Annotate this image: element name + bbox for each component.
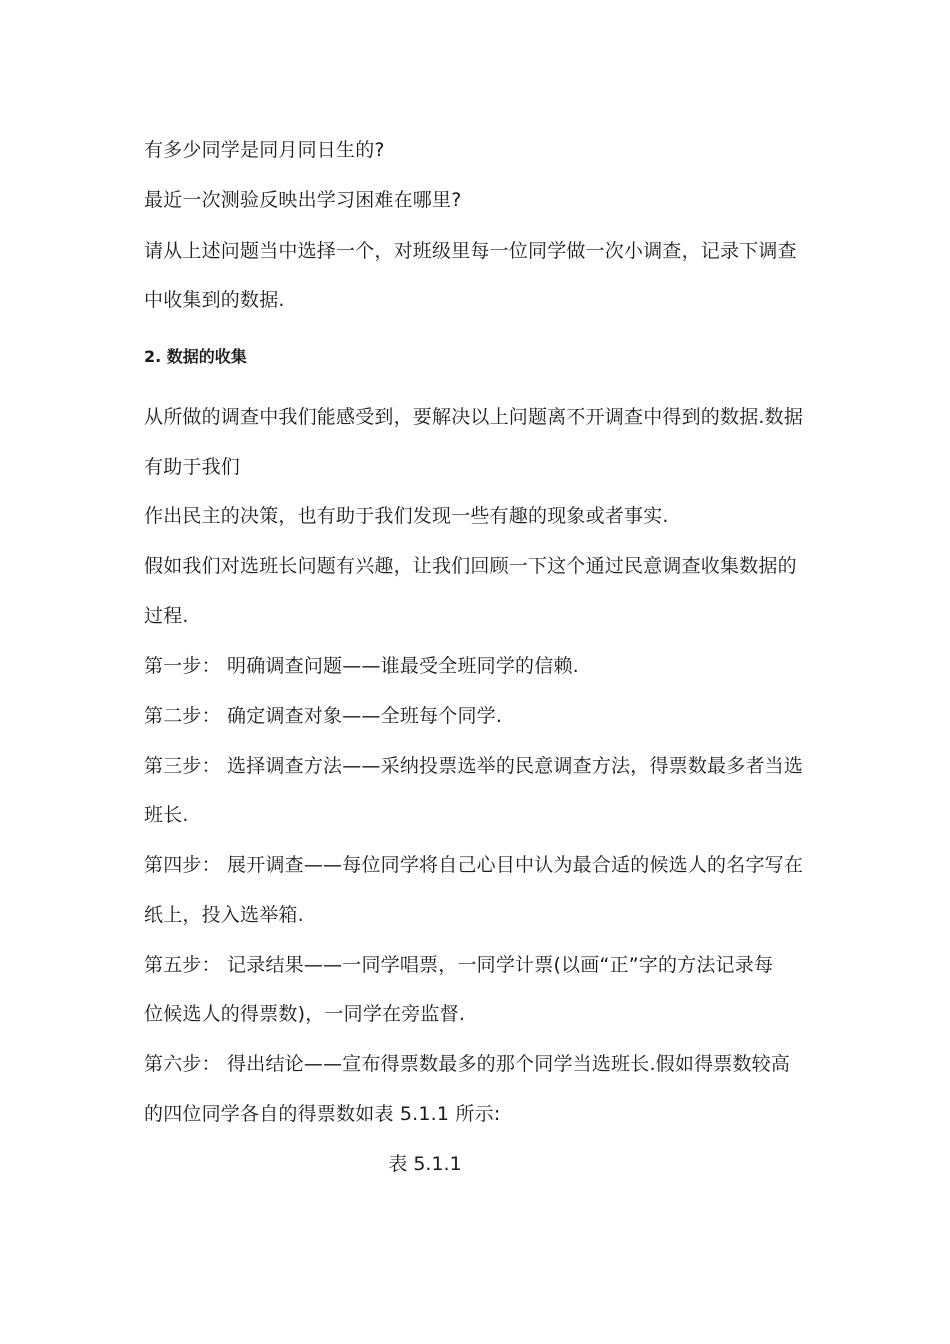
example-line-2: 过程.: [144, 605, 189, 627]
instruction-line-1: 请从上述问题当中选择一个，对班级里每一位同学做一次小调查，记录下调查: [144, 240, 797, 262]
step-5-line-2: 位候选人的得票数)，一同学在旁监督.: [144, 1003, 466, 1025]
step-3-line-1: 第三步： 选择调查方法——采纳投票选举的民意调查方法，得票数最多者当选: [144, 755, 804, 777]
question-birthday: 有多少同学是同月同日生的?: [144, 139, 385, 161]
instruction-line-2: 中收集到的数据.: [144, 289, 285, 311]
section-heading: 2. 数据的收集: [144, 347, 247, 366]
step-6-line-1: 第六步： 得出结论——宣布得票数最多的那个同学当选班长.假如得票数较高: [144, 1053, 791, 1075]
step-5-line-1: 第五步： 记录结果——一同学唱票，一同学计票(以画“正”字的方法记录每: [144, 954, 774, 976]
intro-line-2: 有助于我们: [144, 456, 241, 478]
step-3-line-2: 班长.: [144, 804, 189, 826]
intro-line-1: 从所做的调查中我们能感受到，要解决以上问题离不开调查中得到的数据.数据: [144, 406, 804, 428]
intro-line-3: 作出民主的决策，也有助于我们发现一些有趣的现象或者事实.: [144, 505, 669, 527]
step-6-line-2: 的四位同学各自的得票数如表 5.1.1 所示:: [144, 1103, 501, 1125]
step-4-line-1: 第四步： 展开调查——每位同学将自己心目中认为最合适的候选人的名字写在: [144, 854, 804, 876]
step-2: 第二步： 确定调查对象——全班每个同学.: [144, 705, 503, 727]
step-4-line-2: 纸上，投入选举箱.: [144, 904, 304, 926]
example-line-1: 假如我们对选班长问题有兴趣，让我们回顾一下这个通过民意调查收集数据的: [144, 555, 797, 577]
step-1: 第一步： 明确调查问题——谁最受全班同学的信赖.: [144, 655, 579, 677]
question-test: 最近一次测验反映出学习困难在哪里?: [144, 189, 462, 211]
table-caption: 表 5.1.1: [388, 1153, 462, 1175]
